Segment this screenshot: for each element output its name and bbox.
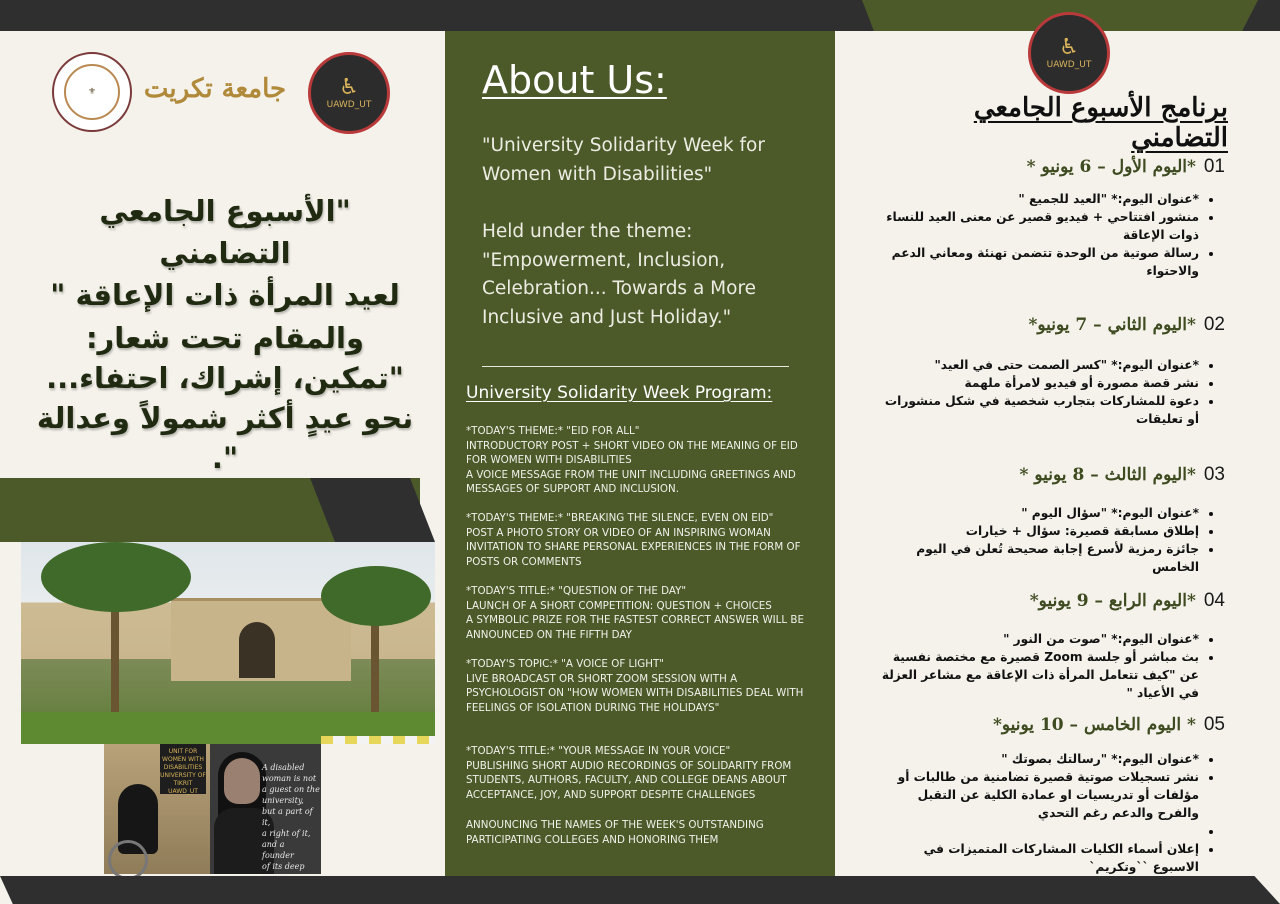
day-item: • *عنوان اليوم:* "العيد للجميع " [880,190,1199,208]
bottom-bar [0,876,1280,904]
quote-line: but a part of it, [262,807,313,827]
wheelchair-woman-photo [104,744,210,874]
day-item: • *عنوان اليوم:* "كسر الصمت حتى في العيد" [880,356,1199,374]
left-title [40,190,410,316]
day-4 [880,590,1225,702]
day-item: • نشر تسجيلات صوتية قصيرة تضامنية من طالبات أو مؤلفات أو تدريسيات او عمادة الكلية عن التقبل والفرح والدعم رغم التحدي [880,768,1199,822]
ministry-seal-icon: ⚜ [64,64,120,120]
about-title: About Us: [482,58,667,102]
day-item: • *عنوان اليوم:* "رسالتك بصوتك " [880,750,1199,768]
quote-line: founder [262,851,294,860]
quote-text [262,762,320,883]
day-heading: *اليوم الثاني – 7 يونيو* [1028,315,1196,335]
program-line: *TODAY'S THEME:* "BREAKING THE SILENCE, EVEN ON EID" [466,512,774,524]
program-block-3 [466,584,818,642]
day-number: 01 [1203,156,1225,177]
left-subtitle-line: والمقام تحت شعار: [85,321,365,355]
program-line: *TODAY'S THEME:* "EID FOR ALL" [466,425,640,437]
program-block-4 [466,657,818,715]
divider [482,366,789,367]
day-item: • منشور افتتاحي + فيديو قصير عن معنى العيد للنساء ذوات الإعاقة [880,208,1199,244]
wheelchair-icon: ♿ [1059,35,1079,60]
unit-logo-left [308,52,390,134]
about-paragraph-2: Held under the theme: "Empowerment, Inclusion, Celebration... Towards a More Inclusive and Just Holiday." [482,221,757,328]
unit-logo-right-text: UAWD_UT [1046,60,1092,70]
quote-line: woman is not [262,774,317,783]
program-line: POST A PHOTO STORY OR VIDEO OF AN INSPIRING WOMAN [466,526,771,539]
day-item: • إعلان أسماء الكليات المشاركات المتميزات في الاسبوع ``وتكريم` [880,840,1199,876]
program-line: INVITATION TO SHARE PERSONAL EXPERIENCES IN THE FORM OF POSTS OR COMMENTS [466,541,801,568]
day-number: 02 [1203,314,1225,335]
left-subtitle [30,318,420,478]
ministry-logo [52,52,132,132]
left-subtitle-line: نحو عيدٍ أكثر شمولاً وعدالة ". [36,401,414,475]
program-title-arabic: برنامج الأسبوع الجامعي التضامني [973,93,1228,153]
day-2 [880,314,1225,428]
day-item: • *عنوان اليوم:* "سؤال اليوم " [880,504,1199,522]
day-item: • بث مباشر أو جلسة Zoom قصيرة مع مختصة نفسية عن "كيف تتعامل المرأة ذات الإعاقة مع مشاعر العزلة في الأعياد " [880,648,1199,702]
left-title-line: "الأسبوع الجامعي التضامني [99,194,351,270]
quote-line: university, [262,796,304,805]
day-item: • نشر قصة مصورة أو فيديو لامرأة ملهمة [880,374,1199,392]
quote-line: of its deep [262,862,305,871]
program-line: *TODAY'S TITLE:* "YOUR MESSAGE IN YOUR VOICE" [466,745,731,757]
program-line: A SYMBOLIC PRIZE FOR THE FASTEST CORRECT ANSWER WILL BE ANNOUNCED ON THE FIFTH DAY [466,614,804,641]
left-title-line: لعيد المرأة ذات الإعاقة " [50,278,400,312]
day-1 [880,156,1225,280]
day-item: • دعوة للمشاركات بتجارب شخصية في شكل منشورات أو تعليقات [880,392,1199,428]
day-number: 03 [1203,464,1225,485]
day-item: • *عنوان اليوم:* "صوت من النور " [880,630,1199,648]
day-heading: * اليوم الخامس – 10 يونيو* [992,715,1196,735]
day-item: • رسالة صوتية من الوحدة تتضمن تهنئة ومعاني الدعم والاحتواء [880,244,1199,280]
program-line: ANNOUNCING THE NAMES OF THE WEEK'S OUTSTANDING PARTICIPATING COLLEGES AND HONORING THEM [466,819,764,846]
unit-logo-right [1028,12,1110,94]
quote-line: and a [262,840,285,849]
day-number: 05 [1203,714,1225,735]
quote-line: a guest on the [262,785,320,794]
left-subtitle-line: "تمكين، إشراك، احتفاء... [46,361,404,395]
program-block-1 [466,424,818,497]
unit-sign: UNIT FOR WOMEN WITH DISABILITIES UNIVERSITY OF TIKRIT UAWD_UT [160,744,206,794]
program-line: LIVE BROADCAST OR SHORT ZOOM SESSION WITH A PSYCHOLOGIST ON "HOW WOMEN WITH DISABILITIES DEAL WITH FEELINGS OF ISOLATION DURING THE HOLIDAYS" [466,672,804,714]
day-number: 04 [1203,590,1225,611]
day-3 [880,464,1225,576]
wheelchair-icon: ♿ [339,75,359,100]
tikrit-university-logo-text: جامعة تكريت [143,74,287,104]
unit-logo-left-text: UAWD_UT [326,100,372,110]
quote-line: A disabled [262,763,305,772]
quote-line: a right of it, [262,829,311,838]
program-block-5 [466,744,818,802]
quote-photo [210,744,321,874]
day-heading: *اليوم الأول – 6 يونيو * [1026,157,1196,177]
program-line: LAUNCH OF A SHORT COMPETITION: QUESTION + CHOICES [466,599,772,612]
day-5 [880,714,1225,876]
program-line: INTRODUCTORY POST + SHORT VIDEO ON THE MEANING OF EID FOR WOMEN WITH DISABILITIES [466,439,798,467]
program-line: PUBLISHING SHORT AUDIO RECORDINGS OF SOLIDARITY FROM STUDENTS, AUTHORS, FACULTY, AND COLLEGE DEANS ABOUT ACCEPTANCE, JOY, AND SUPPORT DESPITE CHALLENGES [466,759,792,801]
day-item: • جائزة رمزية لأسرع إجابة صحيحة تُعلن في اليوم الخامس [880,540,1199,576]
day-item: • إطلاق مسابقة قصيرة: سؤال + خيارات [880,522,1199,540]
program-line: *TODAY'S TOPIC:* "A VOICE OF LIGHT" [466,658,665,670]
program-block-6 [466,818,818,847]
about-paragraph-1: "University Solidarity Week for Women with Disabilities" [482,135,765,185]
day-item [880,822,1199,840]
program-line: *TODAY'S TITLE:* "QUESTION OF THE DAY" [466,585,687,597]
tikrit-university-logo [140,64,290,114]
day-heading: *اليوم الرابع – 9 يونيو* [1029,591,1196,611]
program-line: A VOICE MESSAGE FROM THE UNIT INCLUDING GREETINGS AND MESSAGES OF SUPPORT AND INCLUSION. [466,468,796,496]
program-title: University Solidarity Week Program: [466,383,773,403]
program-block-2 [466,511,818,569]
day-heading: *اليوم الثالث – 8 يونيو * [1019,465,1196,485]
university-building-photo [21,542,435,744]
